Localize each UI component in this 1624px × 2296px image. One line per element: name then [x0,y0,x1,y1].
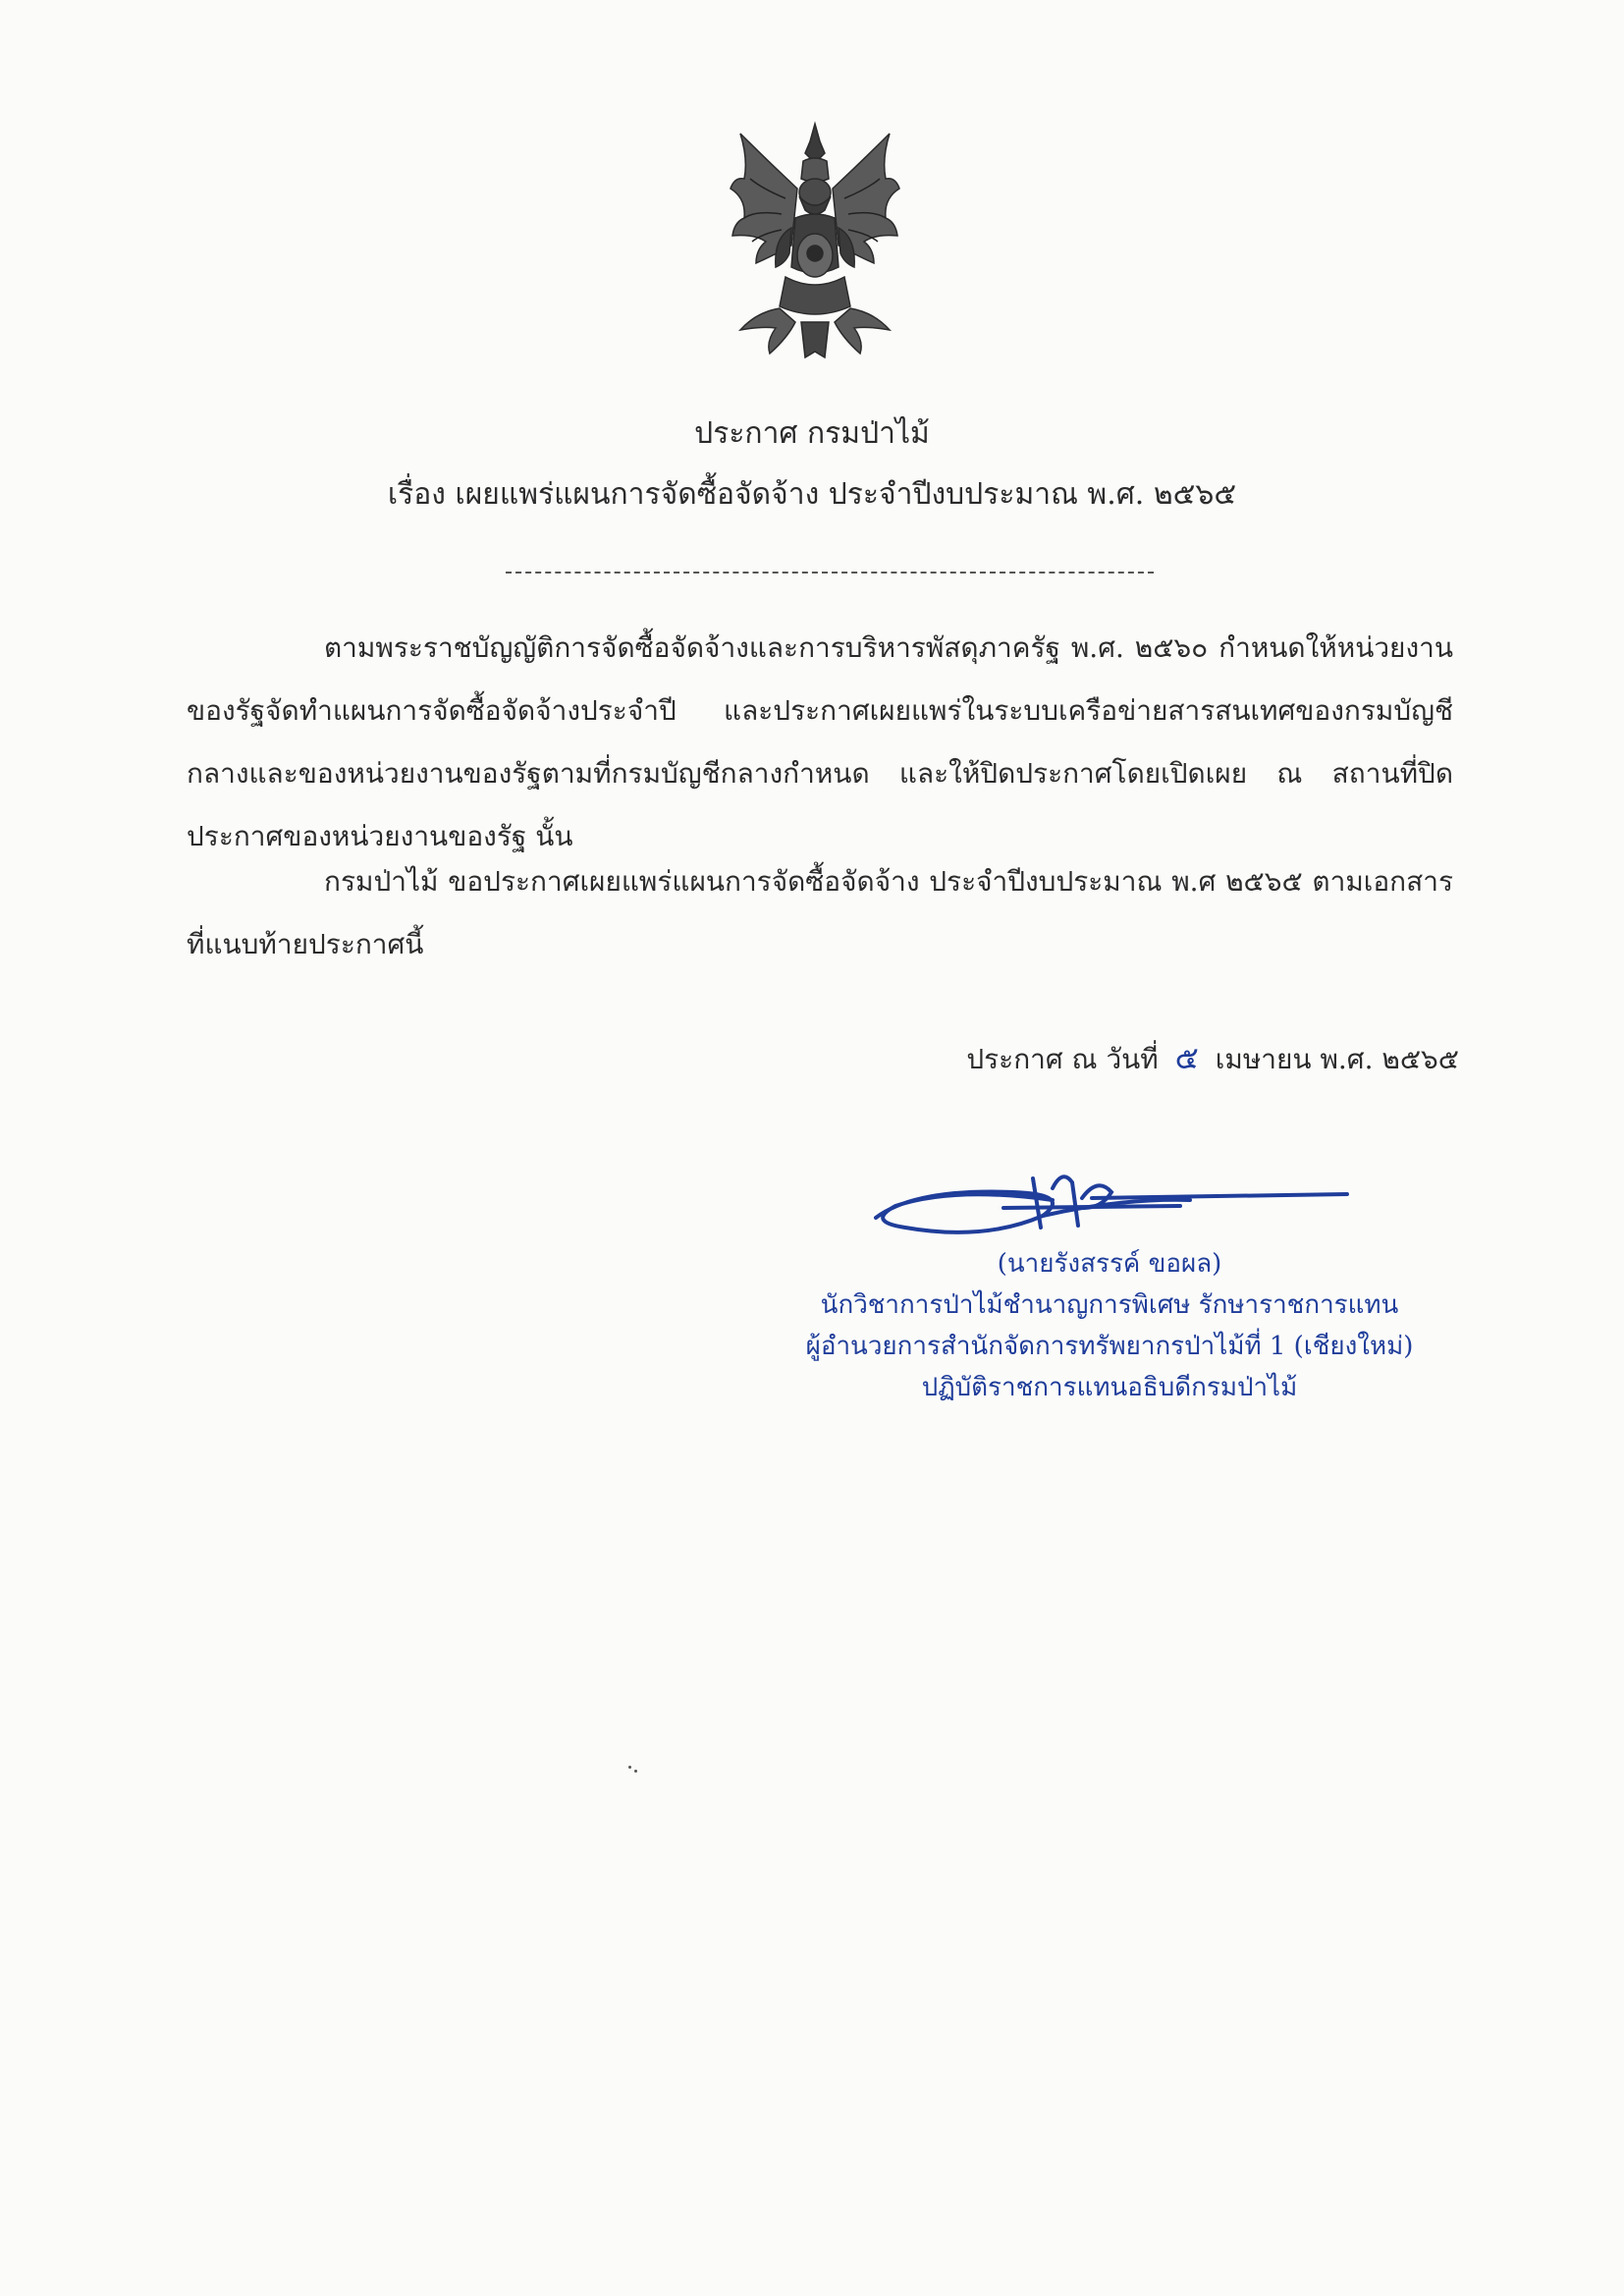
garuda-emblem-icon [727,120,903,365]
body-paragraph-2: กรมป่าไม้ ขอประกาศเผยแพร่แผนการจัดซื้อจัดจ้าง ประจำปีงบประมาณ พ.ศ ๒๕๖๕ ตามเอกสารที่แนบท้ายประกาศนี้ [187,865,1453,960]
date-month-year: เมษายน พ.ศ. ๒๕๖๕ [1215,1043,1459,1075]
signer-position-3: ปฏิบัติราชการแทนอธิบดีกรมป่าไม้ [921,1373,1298,1402]
date-day: ๕ [1174,1039,1199,1076]
signer-position-1: นักวิชาการป่าไม้ชำนาญการพิเศษ รักษาราชการแทน [820,1290,1399,1320]
announcement-subject: เรื่อง เผยแพร่แผนการจัดซื้อจัดจ้าง ประจำปีงบประมาณ พ.ศ. ๒๕๖๕ [387,477,1237,512]
separator-line [506,572,1154,574]
signer-position-2: ผู้อำนวยการสำนักจัดการทรัพยากรป่าไม้ที่ 1 (เชียงใหม่) [805,1332,1414,1361]
handwritten-signature [856,1159,1367,1257]
scan-speck [628,1766,631,1769]
announcement-date [966,1033,1459,1083]
scan-speck [634,1770,637,1773]
date-prefix: ประกาศ ณ วันที่ [966,1043,1159,1075]
body-paragraph-1: ตามพระราชบัญญัติการจัดซื้อจัดจ้างและการบริหารพัสดุภาครัฐ พ.ศ. ๒๕๖๐ กำหนดให้หน่วยงานของรัฐจัดทำแผนการจัดซื้อจัดจ้างประจำปี และประกาศเผยแพร่ในระบบเครือข่ายสารสนเทศของกรมบัญชีกลางและของหน่วยงานของรัฐตามที่กรมบัญชีกลางกำหนด และให้ปิดประกาศโดยเปิดเผย ณ สถานที่ปิดประกาศของหน่วยงานของรัฐ นั้น [187,631,1453,852]
signer-name: (นายรังสรรค์ ขอผล) [997,1249,1222,1279]
announcement-title: ประกาศ กรมป่าไม้ [694,416,930,451]
